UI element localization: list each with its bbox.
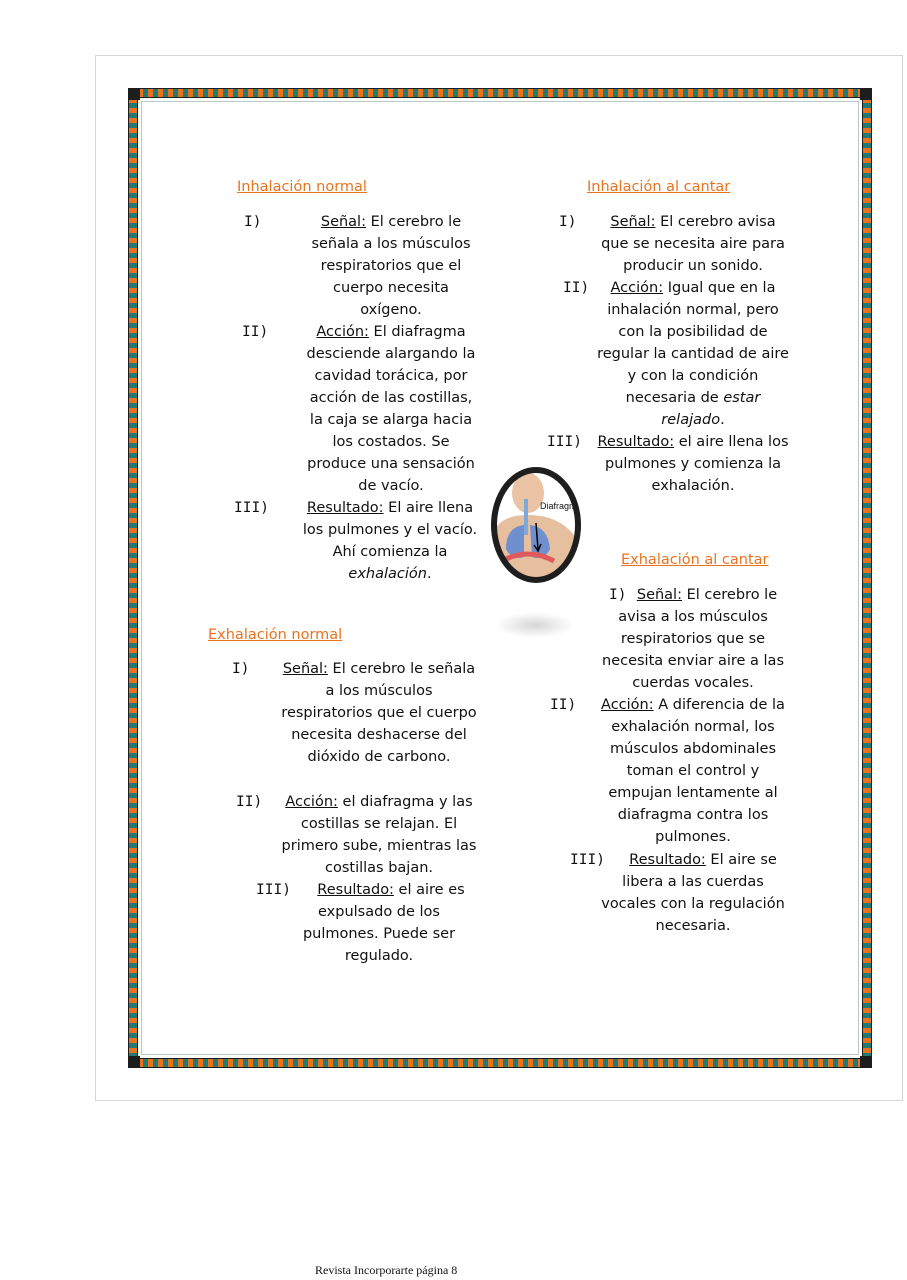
list-item-senal: [302, 211, 480, 321]
diagram-label: Diafragm: [540, 501, 577, 511]
item-number: II): [563, 280, 590, 296]
list-item-senal: [600, 584, 786, 694]
item-key: Resultado:: [306, 500, 384, 516]
item-key: Acción:: [601, 697, 654, 713]
border-bottom: [128, 1058, 872, 1068]
list-item-accion: [302, 321, 480, 497]
respiratory-diagram-image: [488, 465, 584, 585]
list-item-accion: [593, 277, 793, 431]
item-number: III): [547, 434, 582, 450]
item-italic: exhalación: [348, 566, 427, 582]
item-tail: .: [426, 566, 432, 582]
item-key: Señal:: [320, 214, 366, 230]
border-right: [862, 88, 872, 1068]
corner-top-right: [860, 88, 872, 100]
item-key: Resultado:: [317, 882, 394, 898]
item-text: El diafragma desciende alargando la cavidad torácica, por acción de las costillas, la caja se alarga hacia los costados. Se produce una sensación de vacío.: [306, 324, 476, 494]
heading-exhalacion-cantar: Exhalación al cantar: [621, 552, 769, 568]
corner-bottom-left: [128, 1056, 140, 1068]
heading-inhalacion-normal: Inhalación normal: [237, 179, 367, 195]
item-number: II): [242, 324, 269, 340]
item-number: I): [559, 214, 577, 230]
image-shadow: [495, 612, 575, 638]
item-text: A diferencia de la exhalación normal, los músculos abdominales toman el control y empujan lentamente al diafragma contra los pulmones.: [608, 697, 785, 845]
item-number: II): [550, 697, 577, 713]
item-text: El cerebro le avisa a los músculos respiratorios que se necesita enviar aire a las cuerdas vocales.: [602, 587, 784, 691]
corner-top-left: [128, 88, 140, 100]
item-number: I): [609, 587, 627, 603]
item-number: III): [234, 500, 269, 516]
item-number: III): [256, 882, 291, 898]
item-key: Acción:: [316, 324, 369, 340]
item-text: El aire se libera a las cuerdas vocales con la regulación necesaria.: [601, 852, 785, 934]
border-left: [128, 88, 138, 1068]
item-text: el aire llena los pulmones y comienza la exhalación.: [604, 434, 789, 494]
list-item-accion: [279, 791, 479, 879]
item-text: el aire es expulsado de los pulmones. Puede ser regulado.: [302, 882, 465, 964]
heading-inhalacion-cantar: Inhalación al cantar: [587, 179, 731, 195]
item-key: Acción:: [610, 280, 664, 296]
heading-exhalacion-normal: Exhalación normal: [208, 627, 343, 643]
item-number: III): [570, 852, 605, 868]
list-item-senal: [279, 658, 479, 768]
item-text: El cerebro le señala a los músculos respiratorios que el cuerpo necesita deshacerse del dióxido de carbono.: [281, 661, 477, 765]
item-key: Señal:: [610, 214, 656, 230]
item-text: Igual que en la inhalación normal, pero con la posibilidad de regular la cantidad de aire y con la condición necesaria de: [597, 280, 789, 406]
item-key: Resultado:: [629, 852, 706, 868]
list-item-resultado: [278, 879, 480, 967]
item-text: El cerebro le señala a los músculos respiratorios que el cuerpo necesita oxígeno.: [311, 214, 471, 318]
list-item-senal: [597, 211, 789, 277]
item-key: Resultado:: [597, 434, 675, 450]
border-top: [128, 88, 872, 98]
list-item-resultado: [590, 431, 796, 497]
item-tail: .: [720, 412, 725, 428]
item-number: II): [236, 794, 263, 810]
page-footer: Revista Incorporarte página 8: [315, 1263, 458, 1277]
item-italic: estar relajado: [661, 390, 761, 428]
item-key: Acción:: [285, 794, 338, 810]
list-item-accion: [595, 694, 791, 848]
list-item-resultado: [299, 497, 481, 585]
item-text: el diafragma y las costillas se relajan. El primero sube, mientras las costillas bajan.: [281, 794, 477, 876]
item-number: I): [232, 661, 250, 677]
item-key: Señal:: [636, 587, 682, 603]
item-text: El aire llena los pulmones y el vacío. Ahí comienza la: [302, 500, 478, 560]
item-key: Señal:: [282, 661, 328, 677]
corner-bottom-right: [860, 1056, 872, 1068]
item-text: El cerebro avisa que se necesita aire para producir un sonido.: [601, 214, 785, 274]
item-number: I): [244, 214, 262, 230]
list-item-resultado: [598, 849, 788, 937]
